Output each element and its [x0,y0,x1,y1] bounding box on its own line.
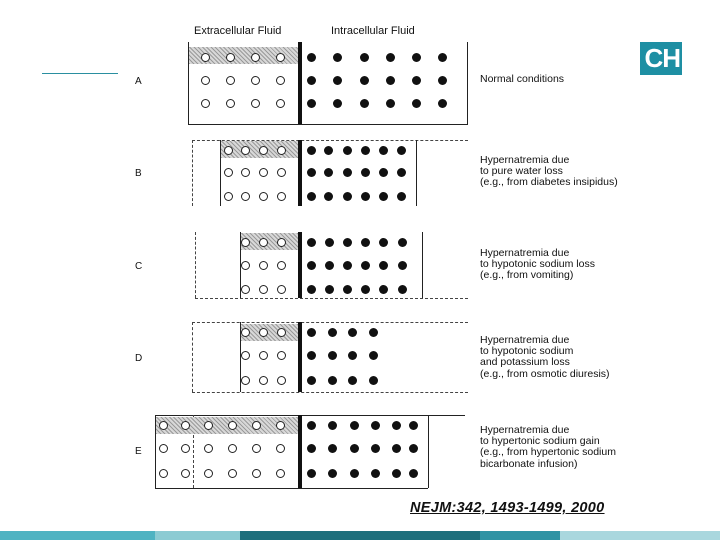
extracellular-solute-circle [277,192,286,201]
intracellular-solute-dot [438,99,447,108]
extracellular-solute-circle [228,421,237,430]
extracellular-solute-circle [259,376,268,385]
intracellular-solute-dot [350,421,359,430]
extracellular-solute-circle [276,53,285,62]
row-label-c: C [135,261,143,272]
intracellular-solute-dot [386,53,395,62]
extracellular-solute-circle [241,328,250,337]
extracellular-solute-circle [224,168,233,177]
intracellular-solute-dot [369,351,378,360]
footer-segment [480,531,560,540]
intracellular-solute-dot [350,469,359,478]
intracellular-solute-dot [386,99,395,108]
extracellular-solute-circle [241,285,250,294]
intracellular-solute-dot [333,99,342,108]
cell-membrane-e [298,415,302,488]
extracellular-solute-circle [181,469,190,478]
figure-panel [118,10,638,492]
reference-bottom-c [195,298,468,299]
intracellular-solute-dot [438,53,447,62]
intracellular-solute-dot [343,168,352,177]
intracellular-solute-dot [398,238,407,247]
title-rule [42,73,120,74]
intracellular-solute-dot [307,168,316,177]
intracellular-solute-dot [307,469,316,478]
row-description-c [480,248,595,282]
intracellular-solute-dot [324,146,333,155]
extracellular-solute-circle [252,421,261,430]
extracellular-solute-circle [276,469,285,478]
reference-left-d [192,322,193,392]
intracellular-solute-dot [361,192,370,201]
intracellular-solute-dot [328,376,337,385]
reference-top-d [192,322,468,323]
intracellular-solute-dot [343,192,352,201]
desc-line: Hypernatremia due [480,154,570,166]
desc-line: Hypernatremia due [480,334,570,346]
desc-line: (e.g., from vomiting) [480,269,574,282]
intracellular-solute-dot [379,192,388,201]
intracellular-solute-dot [360,53,369,62]
intracellular-solute-dot [307,146,316,155]
cell-membrane-c [298,232,302,298]
extracellular-solute-circle [201,76,210,85]
intracellular-solute-dot [361,146,370,155]
extracellular-solute-circle [276,444,285,453]
extracellular-solute-circle [259,192,268,201]
footer-segment [560,531,720,540]
extracellular-solute-circle [228,469,237,478]
extracellular-solute-circle [277,351,286,360]
extracellular-solute-circle [277,146,286,155]
cell-membrane-b [298,140,302,206]
intracellular-solute-dot [325,285,334,294]
extracellular-solute-circle [259,168,268,177]
extracellular-solute-circle [259,328,268,337]
intracellular-solute-dot [379,146,388,155]
extracellular-solute-circle [241,376,250,385]
extracellular-solute-circle [159,444,168,453]
hatched-region-d [241,324,298,341]
citation: NEJM:342, 1493-1499, 2000 [410,500,605,516]
desc-line: and potassium loss [480,356,570,369]
intracellular-solute-dot [307,99,316,108]
intracellular-solute-dot [307,351,316,360]
reference-left-b [192,140,193,206]
extracellular-solute-circle [226,53,235,62]
intracellular-solute-dot [307,76,316,85]
intracellular-solute-dot [348,376,357,385]
reference-left-c [195,232,196,298]
extracellular-solute-circle [204,469,213,478]
row-description-e [480,425,616,470]
intracellular-solute-dot [350,444,359,453]
intracellular-solute-dot [307,238,316,247]
intracellular-solute-dot [348,328,357,337]
row-description-a [480,74,564,85]
intracellular-solute-dot [379,238,388,247]
extracellular-solute-circle [259,285,268,294]
extracellular-solute-circle [277,238,286,247]
intracellular-solute-dot [361,168,370,177]
extracellular-solute-circle [241,146,250,155]
intracellular-solute-dot [398,261,407,270]
extracellular-solute-circle [251,99,260,108]
intracellular-solute-dot [397,192,406,201]
extracellular-solute-circle [251,76,260,85]
desc-line: Hypernatremia due [480,424,570,436]
desc-line: to hypotonic sodium [480,345,574,358]
extracellular-solute-circle [251,53,260,62]
extracellular-header: Extracellular Fluid [194,25,282,37]
extracellular-solute-circle [204,444,213,453]
extracellular-solute-circle [228,444,237,453]
hatched-region-c [241,233,298,250]
desc-line: bicarbonate infusion) [480,457,578,470]
desc-line: Normal conditions [480,73,565,85]
extracellular-solute-circle [276,421,285,430]
intracellular-header: Intracellular Fluid [331,25,415,37]
intracellular-solute-dot [361,238,370,247]
logo: CH [640,42,682,75]
intracellular-solute-dot [307,53,316,62]
cell-membrane-d [298,322,302,392]
extracellular-solute-circle [277,168,286,177]
extracellular-solute-circle [226,99,235,108]
reference-bottom-d [192,392,468,393]
desc-line: to hypotonic sodium loss [480,258,595,271]
intracellular-solute-dot [333,53,342,62]
intracellular-solute-dot [412,76,421,85]
extracellular-solute-circle [276,76,285,85]
extracellular-solute-circle [259,261,268,270]
row-label-e: E [135,446,142,457]
intracellular-solute-dot [324,192,333,201]
extracellular-solute-circle [241,261,250,270]
extracellular-solute-circle [277,261,286,270]
intracellular-solute-dot [325,261,334,270]
intracellular-solute-dot [371,469,380,478]
intracellular-solute-dot [307,328,316,337]
intracellular-solute-dot [361,285,370,294]
compartment-bottom-a [188,124,468,125]
intracellular-solute-dot [348,351,357,360]
row-label-d: D [135,353,143,364]
intracellular-solute-dot [409,469,418,478]
intracellular-solute-dot [360,99,369,108]
extracellular-solute-circle [224,146,233,155]
extracellular-solute-circle [241,238,250,247]
extracellular-solute-circle [241,168,250,177]
extracellular-solute-circle [276,99,285,108]
intracellular-solute-dot [398,285,407,294]
row-label-b: B [135,168,142,179]
desc-line: (e.g., from hypertonic sodium [480,446,616,459]
intracellular-solute-dot [343,146,352,155]
compartment-top-e [155,415,465,416]
intracellular-solute-dot [307,444,316,453]
cell-membrane-a [298,42,302,124]
extracellular-solute-circle [252,469,261,478]
extracellular-solute-circle [201,53,210,62]
intracellular-solute-dot [386,76,395,85]
intracellular-solute-dot [369,328,378,337]
intracellular-solute-dot [328,444,337,453]
extracellular-solute-circle [159,421,168,430]
footer-segment [0,531,155,540]
intracellular-solute-dot [379,261,388,270]
intracellular-solute-dot [324,168,333,177]
intracellular-solute-dot [369,376,378,385]
intracellular-solute-dot [409,421,418,430]
footer-segment [155,531,240,540]
intracellular-solute-dot [361,261,370,270]
intracellular-solute-dot [438,76,447,85]
intracellular-solute-dot [328,421,337,430]
intracellular-solute-dot [307,261,316,270]
intracellular-solute-dot [392,421,401,430]
intracellular-solute-dot [397,168,406,177]
row-description-d [480,335,610,380]
intracellular-solute-dot [409,444,418,453]
intracellular-solute-dot [328,351,337,360]
intracellular-solute-dot [307,421,316,430]
compartment-bottom-e [155,488,428,489]
intracellular-solute-dot [328,328,337,337]
icf-right-border-c [422,232,423,298]
icf-right-border-b [416,140,417,206]
extracellular-solute-circle [159,469,168,478]
desc-line: (e.g., from diabetes insipidus) [480,176,618,189]
intracellular-solute-dot [412,99,421,108]
extracellular-solute-circle [277,285,286,294]
extracellular-solute-circle [277,376,286,385]
intracellular-solute-dot [333,76,342,85]
intracellular-solute-dot [328,469,337,478]
desc-line: to pure water loss [480,165,563,178]
extracellular-solute-circle [277,328,286,337]
intracellular-solute-dot [412,53,421,62]
extracellular-solute-circle [259,351,268,360]
extracellular-solute-circle [241,351,250,360]
intracellular-solute-dot [379,285,388,294]
intracellular-solute-dot [343,285,352,294]
extracellular-solute-circle [181,444,190,453]
intracellular-solute-dot [307,285,316,294]
extracellular-solute-circle [226,76,235,85]
desc-line: (e.g., from osmotic diuresis) [480,367,610,380]
footer-segment [240,531,480,540]
row-label-a: A [135,76,142,87]
intracellular-solute-dot [392,469,401,478]
intracellular-solute-dot [371,444,380,453]
extracellular-solute-circle [181,421,190,430]
icf-right-border-e [428,415,429,488]
intracellular-solute-dot [392,444,401,453]
desc-line: Hypernatremia due [480,247,570,259]
intracellular-solute-dot [379,168,388,177]
extracellular-solute-circle [224,192,233,201]
intracellular-solute-dot [397,146,406,155]
intracellular-solute-dot [325,238,334,247]
intracellular-solute-dot [360,76,369,85]
desc-line: to hypertonic sodium gain [480,435,600,448]
extracellular-solute-circle [252,444,261,453]
row-description-b [480,155,618,189]
intracellular-solute-dot [371,421,380,430]
intracellular-solute-dot [307,192,316,201]
intracellular-solute-dot [343,261,352,270]
extracellular-solute-circle [241,192,250,201]
extracellular-solute-circle [201,99,210,108]
extracellular-solute-circle [259,146,268,155]
intracellular-solute-dot [343,238,352,247]
extracellular-solute-circle [204,421,213,430]
intracellular-solute-dot [307,376,316,385]
icf-right-border-a [467,42,468,124]
extracellular-solute-circle [259,238,268,247]
